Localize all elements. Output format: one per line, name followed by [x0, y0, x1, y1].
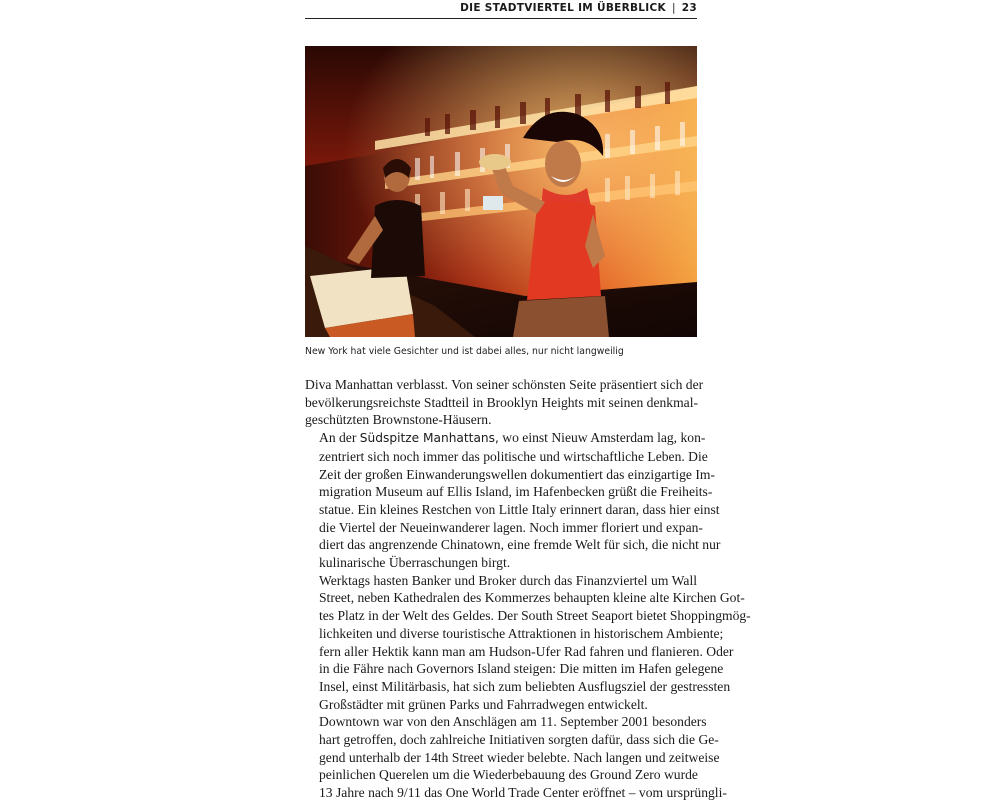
text-line: lichkeiten und diverse touristische Attraktionen in historischem Ambiente;: [319, 625, 724, 641]
place-marker: Südspitze Manhattans,: [359, 431, 499, 446]
text-line: Insel, einst Militärbasis, hat sich zum beliebten Ausflugsziel der gestressten: [319, 678, 731, 694]
text-line: peinlichen Querelen um die Wiederbebauung des Ground Zero wurde: [319, 767, 698, 783]
running-head-separator: |: [671, 2, 676, 14]
text-line: hart getroffen, doch zahlreiche Initiativen sorgten dafür, dass sich die Ge-: [319, 732, 719, 748]
text-line: tes Platz in der Welt des Geldes. Der South Street Seaport bietet Shoppingmög-: [319, 608, 751, 624]
text-line: 13 Jahre nach 9/11 das One World Trade Center eröffnet – vom ursprüngli-: [319, 785, 727, 801]
text-line: Werktags hasten Banker und Broker durch das Finanzviertel um Wall: [319, 572, 697, 588]
bar-scene-illustration: [305, 46, 697, 337]
text-run: wo einst Nieuw Amsterdam lag, kon-: [498, 430, 706, 446]
text-line: gend unterhalb der 14th Street wieder belebte. Nach langen und zeitweise: [319, 749, 720, 765]
book-page: [305, 0, 751, 801]
paragraph-4: [305, 713, 727, 802]
running-head: [305, 0, 697, 19]
text-run: An der: [319, 430, 360, 446]
text-line: Diva Manhattan verblasst. Von seiner schönsten Seite präsentiert sich der: [305, 377, 704, 392]
text-line: bevölkerungsreichste Stadtteil in Brooklyn Heights mit seinen denkmal-: [305, 394, 699, 410]
text-line: kulinarische Überraschungen birgt.: [319, 555, 511, 571]
body-text: [305, 376, 751, 802]
page-number: 23: [681, 2, 697, 14]
text-line: Street, neben Kathedralen des Kommerzes behaupten kleine alte Kirchen Got-: [319, 590, 745, 606]
text-line: fern aller Hektik kann man am Hudson-Ufer Rad fahren und flanieren. Oder: [319, 643, 734, 659]
text-line: zentriert sich noch immer das politische und wirtschaftliche Leben. Die: [319, 448, 708, 464]
text-line: diert das angrenzende Chinatown, eine fremde Welt für sich, die nicht nur: [319, 537, 721, 553]
text-line: statue. Ein kleines Restchen von Little Italy erinnert daran, dass hier einst: [319, 501, 720, 517]
paragraph-1: [305, 376, 704, 429]
bar-scene-photo: [305, 46, 697, 337]
text-line: in die Fähre nach Governors Island steigen: Die mitten im Hafen gelegene: [319, 661, 724, 677]
text-line: die Viertel der Neueinwanderer lagen. Noch immer floriert und expan-: [319, 519, 703, 535]
paragraph-2: [305, 429, 721, 572]
paragraph-3: [305, 572, 751, 714]
text-line: geschützten Brownstone-Häusern.: [305, 412, 492, 428]
running-head-title: DIE STADTVIERTEL IM ÜBERBLICK: [460, 2, 666, 14]
photo-caption: New York hat viele Gesichter und ist dabei alles, nur nicht langweilig: [305, 346, 624, 357]
text-line: Zeit der großen Einwanderungswellen dokumentiert das einzigartige Im-: [319, 466, 715, 482]
text-line-first: [305, 429, 706, 448]
text-line: Großstädter mit grünen Parks und Fahrradwegen entwickelt.: [319, 696, 648, 712]
text-line: migration Museum auf Ellis Island, im Hafenbecken grüßt die Freiheits-: [319, 484, 713, 500]
text-line: Downtown war von den Anschlägen am 11. September 2001 besonders: [319, 714, 707, 730]
